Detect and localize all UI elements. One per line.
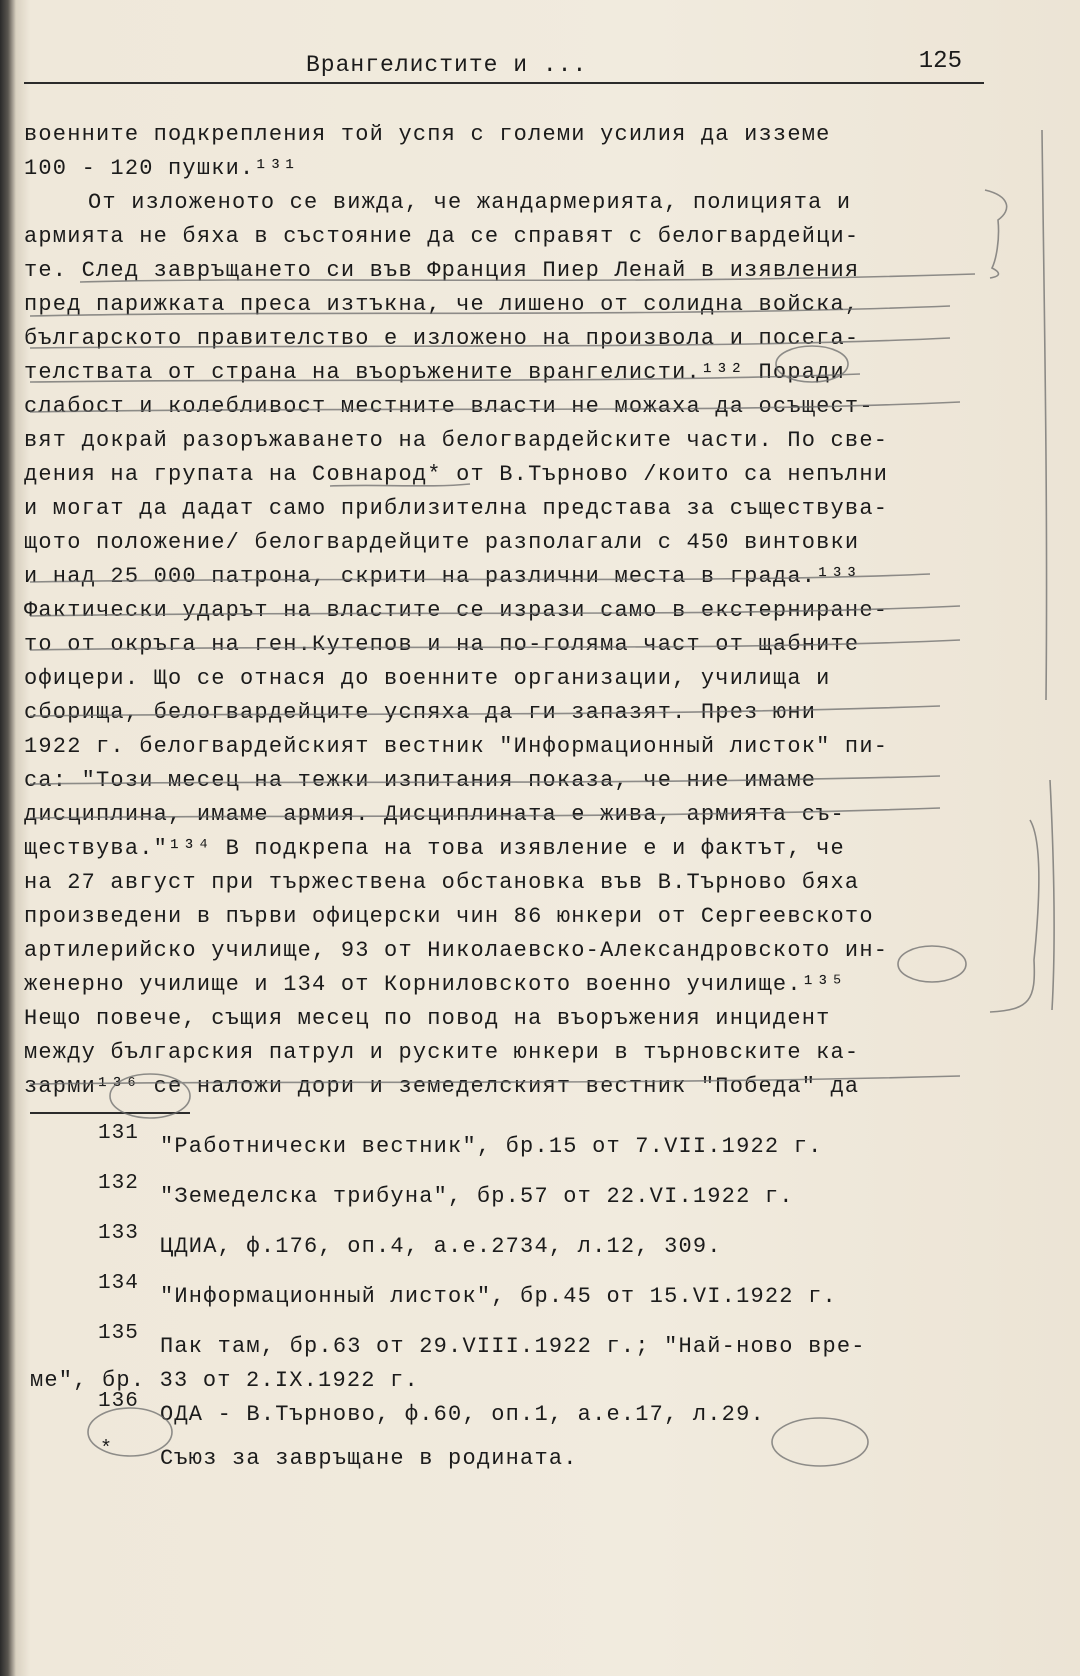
footnote-number: 133	[98, 1222, 139, 1245]
pencil-bracket	[985, 190, 1007, 278]
text-line: произведени в първи офицерски чин 86 юнкери от Сергеевското	[24, 904, 874, 929]
asterisk-note	[30, 1438, 980, 1476]
page-number: 125	[918, 48, 962, 75]
footnote-text: Пак там, бр.63 от 29.VIII.1922 г.; "Най-ново вре-	[160, 1334, 866, 1359]
footnote-text: "Работнически вестник", бр.15 от 7.VII.1922 г.	[160, 1134, 823, 1159]
pencil-margin-line	[1050, 780, 1054, 1010]
footnote	[30, 1272, 980, 1330]
text-line: От изложеното се вижда, че жандармерията, полицията и	[88, 190, 852, 215]
footnote-number: 132	[98, 1172, 139, 1195]
footnote-number: 131	[98, 1122, 139, 1145]
text-line: офицери. Що се отнася до военните организации, училища и	[24, 666, 831, 691]
pencil-margin-line	[1042, 130, 1047, 700]
text-line: зарми¹³⁶ се наложи дори и земеделският вестник "Победа" да	[24, 1074, 860, 1099]
text-line: дисциплина, имаме армия. Дисциплината е жива, армията съ-	[24, 802, 845, 827]
text-line: те. След завръщането си във Франция Пиер Ленай в изявления	[24, 258, 860, 283]
text-line: слабост и колебливост местните власти не можаха да осъщест-	[24, 394, 874, 419]
text-line: са: "Този месец на тежки изпитания показа, че ние имаме	[24, 768, 817, 793]
text-line: 100 - 120 пушки.¹³¹	[24, 156, 298, 181]
running-header	[24, 48, 984, 84]
text-line: сборища, белогвардейците успяха да ги запазят. През юни	[24, 700, 817, 725]
text-line: пред парижката преса изтъкна, че лишено от солидна войска,	[24, 292, 860, 317]
footnote-text: "Информационный листок", бр.45 от 15.VI.1922 г.	[160, 1284, 837, 1309]
footnote	[30, 1122, 980, 1180]
text-line: българското правителство е изложено на произвола и посега-	[24, 326, 860, 351]
footnote	[30, 1322, 980, 1398]
pencil-bracket	[990, 820, 1039, 1012]
footnote-text: ЦДИА, ф.176, оп.4, а.е.2734, л.12, 309.	[160, 1234, 722, 1259]
text-line: артилерийско училище, 93 от Николаевско-Александровското ин-	[24, 938, 889, 963]
running-title: Врангелистите и ...	[306, 52, 588, 78]
asterisk-note-text: Съюз за завръщане в родината.	[160, 1446, 578, 1471]
text-line: дения на групата на Совнарод* от В.Търново /които са непълни	[24, 462, 889, 487]
text-line: 1922 г. белогвардейският вестник "Информационный листок" пи-	[24, 734, 889, 759]
text-line: то от окръга на ген.Кутепов и на по-голяма част от щабните	[24, 632, 860, 657]
footnotes	[30, 1122, 980, 1476]
footnote	[30, 1222, 980, 1280]
footnote-number: 136	[98, 1390, 139, 1413]
text-line: щото положение/ белогвардейците разполагали с 450 винтовки	[24, 530, 860, 555]
footnote-text: "Земеделска трибуна", бр.57 от 22.VI.1922 г.	[160, 1184, 794, 1209]
text-line: телствата от страна на въоръжените врангелисти.¹³² Поради	[24, 360, 845, 385]
text-line: армията не бяха в състояние да се справят с белогвардейци-	[24, 224, 860, 249]
text-line: военните подкрепления той успя с големи усилия да изземе	[24, 122, 831, 147]
footnote-text: ОДА - В.Търново, ф.60, оп.1, а.е.17, л.29.	[160, 1402, 765, 1427]
footnote-number: 135	[98, 1322, 139, 1345]
footnote-separator	[30, 1112, 190, 1114]
footnote	[30, 1172, 980, 1230]
text-line: ществува."¹³⁴ В подкрепа на това изявление е и фактът, че	[24, 836, 845, 861]
asterisk-mark: *	[100, 1438, 113, 1461]
text-line: и могат да дадат само приблизителна представа за съществува-	[24, 496, 889, 521]
text-line: вят докрай разоръжаването на белогвардейските части. По све-	[24, 428, 889, 453]
text-line: женерно училище и 134 от Корниловското военно училище.¹³⁵	[24, 972, 845, 997]
text-line: между българския патрул и руските юнкери в търновските ка-	[24, 1040, 860, 1065]
footnote	[30, 1390, 980, 1448]
footnote-number: 134	[98, 1272, 139, 1295]
text-line: Фактически ударът на властите се изрази само в екстерниране-	[24, 598, 889, 623]
body-text	[24, 118, 984, 1104]
text-line: на 27 август при тържествена обстановка във В.Търново бяха	[24, 870, 860, 895]
text-line: Нещо повече, същия месец по повод на въоръжения инцидент	[24, 1006, 831, 1031]
text-line: и над 25 000 патрона, скрити на различни места в града.¹³³	[24, 564, 860, 589]
footnote-continuation: ме", бр. 33 от 2.IX.1922 г.	[30, 1368, 419, 1393]
